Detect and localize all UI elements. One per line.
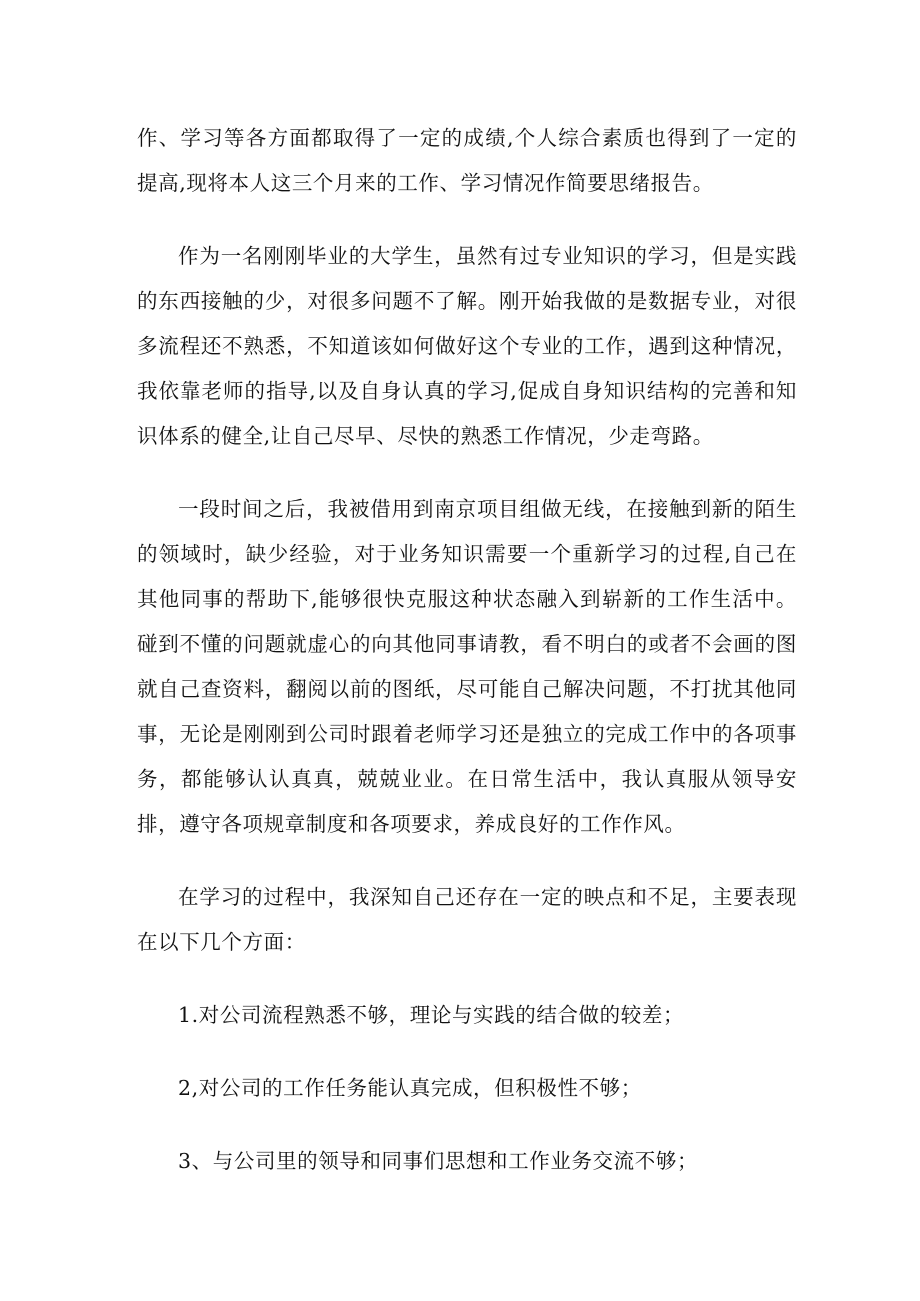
list-item: 3、与公司里的领导和同事们思想和工作业务交流不够； [178,1149,699,1173]
list-item: 1.对公司流程熟悉不够，理论与实践的结合做的较差； [178,1003,685,1027]
paragraph-shortcomings-intro: 在学习的过程中，我深知自己还存在一定的映点和不足，主要表现在以下几个方面： [137,885,797,954]
paragraph-nanjing-project: 一段时间之后，我被借用到南京项目组做无线，在接触到新的陌生的领域时，缺少经验，对于业务知识需要一个重新学习的过程,自己在其他同事的帮助下,能够很快克服这种状态融入到崭新的工作生活中。碰到不懂的问题就虚心的向其他同事请教，看不明白的或者不会画的图就自己查资料，翻阅以前的图纸，尽可能自己解决问题，不打扰其他同事，无论是刚刚到公司时跟着老师学习还是独立的完成工作中的各项事务，都能够认认真真，兢兢业业。在日常生活中，我认真服从领导安排，遵守各项规章制度和各项要求，养成良好的工作作风。 [137,497,797,836]
paragraph-intro-continuation: 作、学习等各方面都取得了一定的成绩,个人综合素质也得到了一定的提高,现将本人这三个月来的工作、学习情况作简要思绪报告。 [137,126,797,195]
document-body [137,116,797,1212]
paragraph-new-graduate: 作为一名刚刚毕业的大学生，虽然有过专业知识的学习，但是实践的东西接触的少，对很多问题不了解。刚开始我做的是数据专业，对很多流程还不熟悉，不知道该如何做好这个专业的工作，遇到这种情况，我依靠老师的指导,以及自身认真的学习,促成自身知识结构的完善和知识体系的健全,让自己尽早、尽快的熟悉工作情况，少走弯路。 [137,244,797,448]
list-item: 2,对公司的工作任务能认真完成，但积极性不够； [178,1076,642,1100]
